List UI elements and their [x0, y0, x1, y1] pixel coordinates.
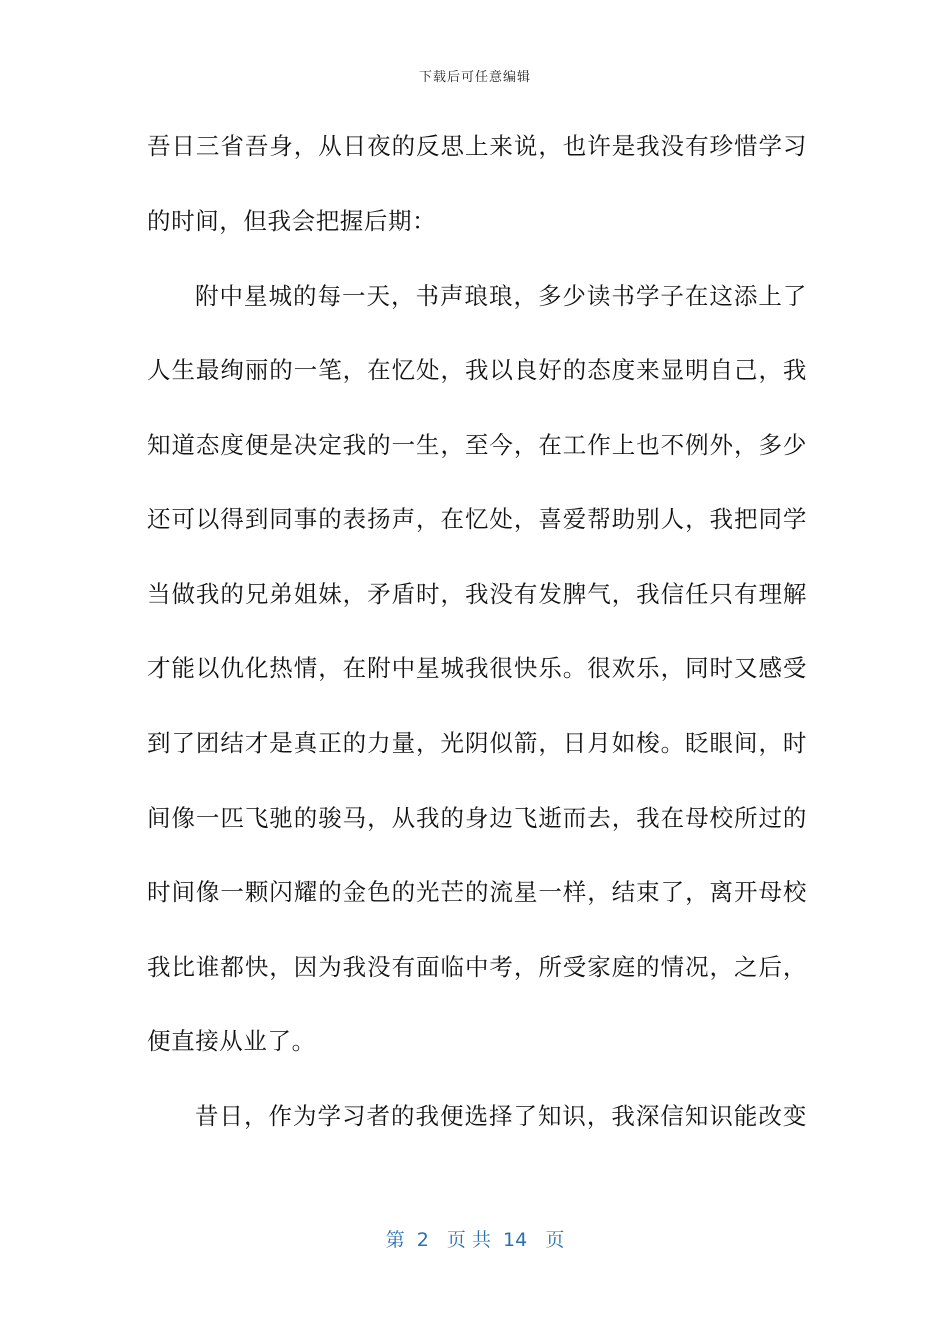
- body-line: 人生最绚丽的一笔，在忆处，我以良好的态度来显明自己，我: [147, 356, 807, 384]
- page-header-note: 下载后可任意编辑: [418, 70, 531, 85]
- paragraph-start-line: 附中星城的每一天，书声琅琅，多少读书学子在这添上了: [195, 282, 807, 310]
- page-number-footer: 第 2 页 共 14 页: [385, 1229, 565, 1251]
- paragraph-start-line: 昔日，作为学习者的我便选择了知识，我深信知识能改变: [195, 1102, 807, 1130]
- body-line: 当做我的兄弟姐妹，矛盾时，我没有发脾气，我信任只有理解: [147, 580, 807, 608]
- body-line: 到了团结才是真正的力量，光阴似箭，日月如梭。眨眼间，时: [147, 729, 807, 757]
- body-line: 知道态度便是决定我的一生，至今，在工作上也不例外，多少: [147, 431, 807, 459]
- body-line: 吾日三省吾身，从日夜的反思上来说，也许是我没有珍惜学习: [147, 132, 807, 160]
- body-line: 我比谁都快，因为我没有面临中考，所受家庭的情况，之后，: [147, 953, 807, 981]
- body-line: 便直接从业了。: [147, 1027, 316, 1055]
- body-line: 间像一匹飞驰的骏马，从我的身边飞逝而去，我在母校所过的: [147, 804, 807, 832]
- body-line: 时间像一颗闪耀的金色的光芒的流星一样，结束了，离开母校: [147, 878, 807, 906]
- body-line: 的时间，但我会把握后期：: [147, 207, 437, 235]
- body-line: 才能以仇化热情，在附中星城我很快乐。很欢乐，同时又感受: [147, 654, 807, 682]
- body-line: 还可以得到同事的表扬声，在忆处，喜爱帮助别人，我把同学: [147, 505, 807, 533]
